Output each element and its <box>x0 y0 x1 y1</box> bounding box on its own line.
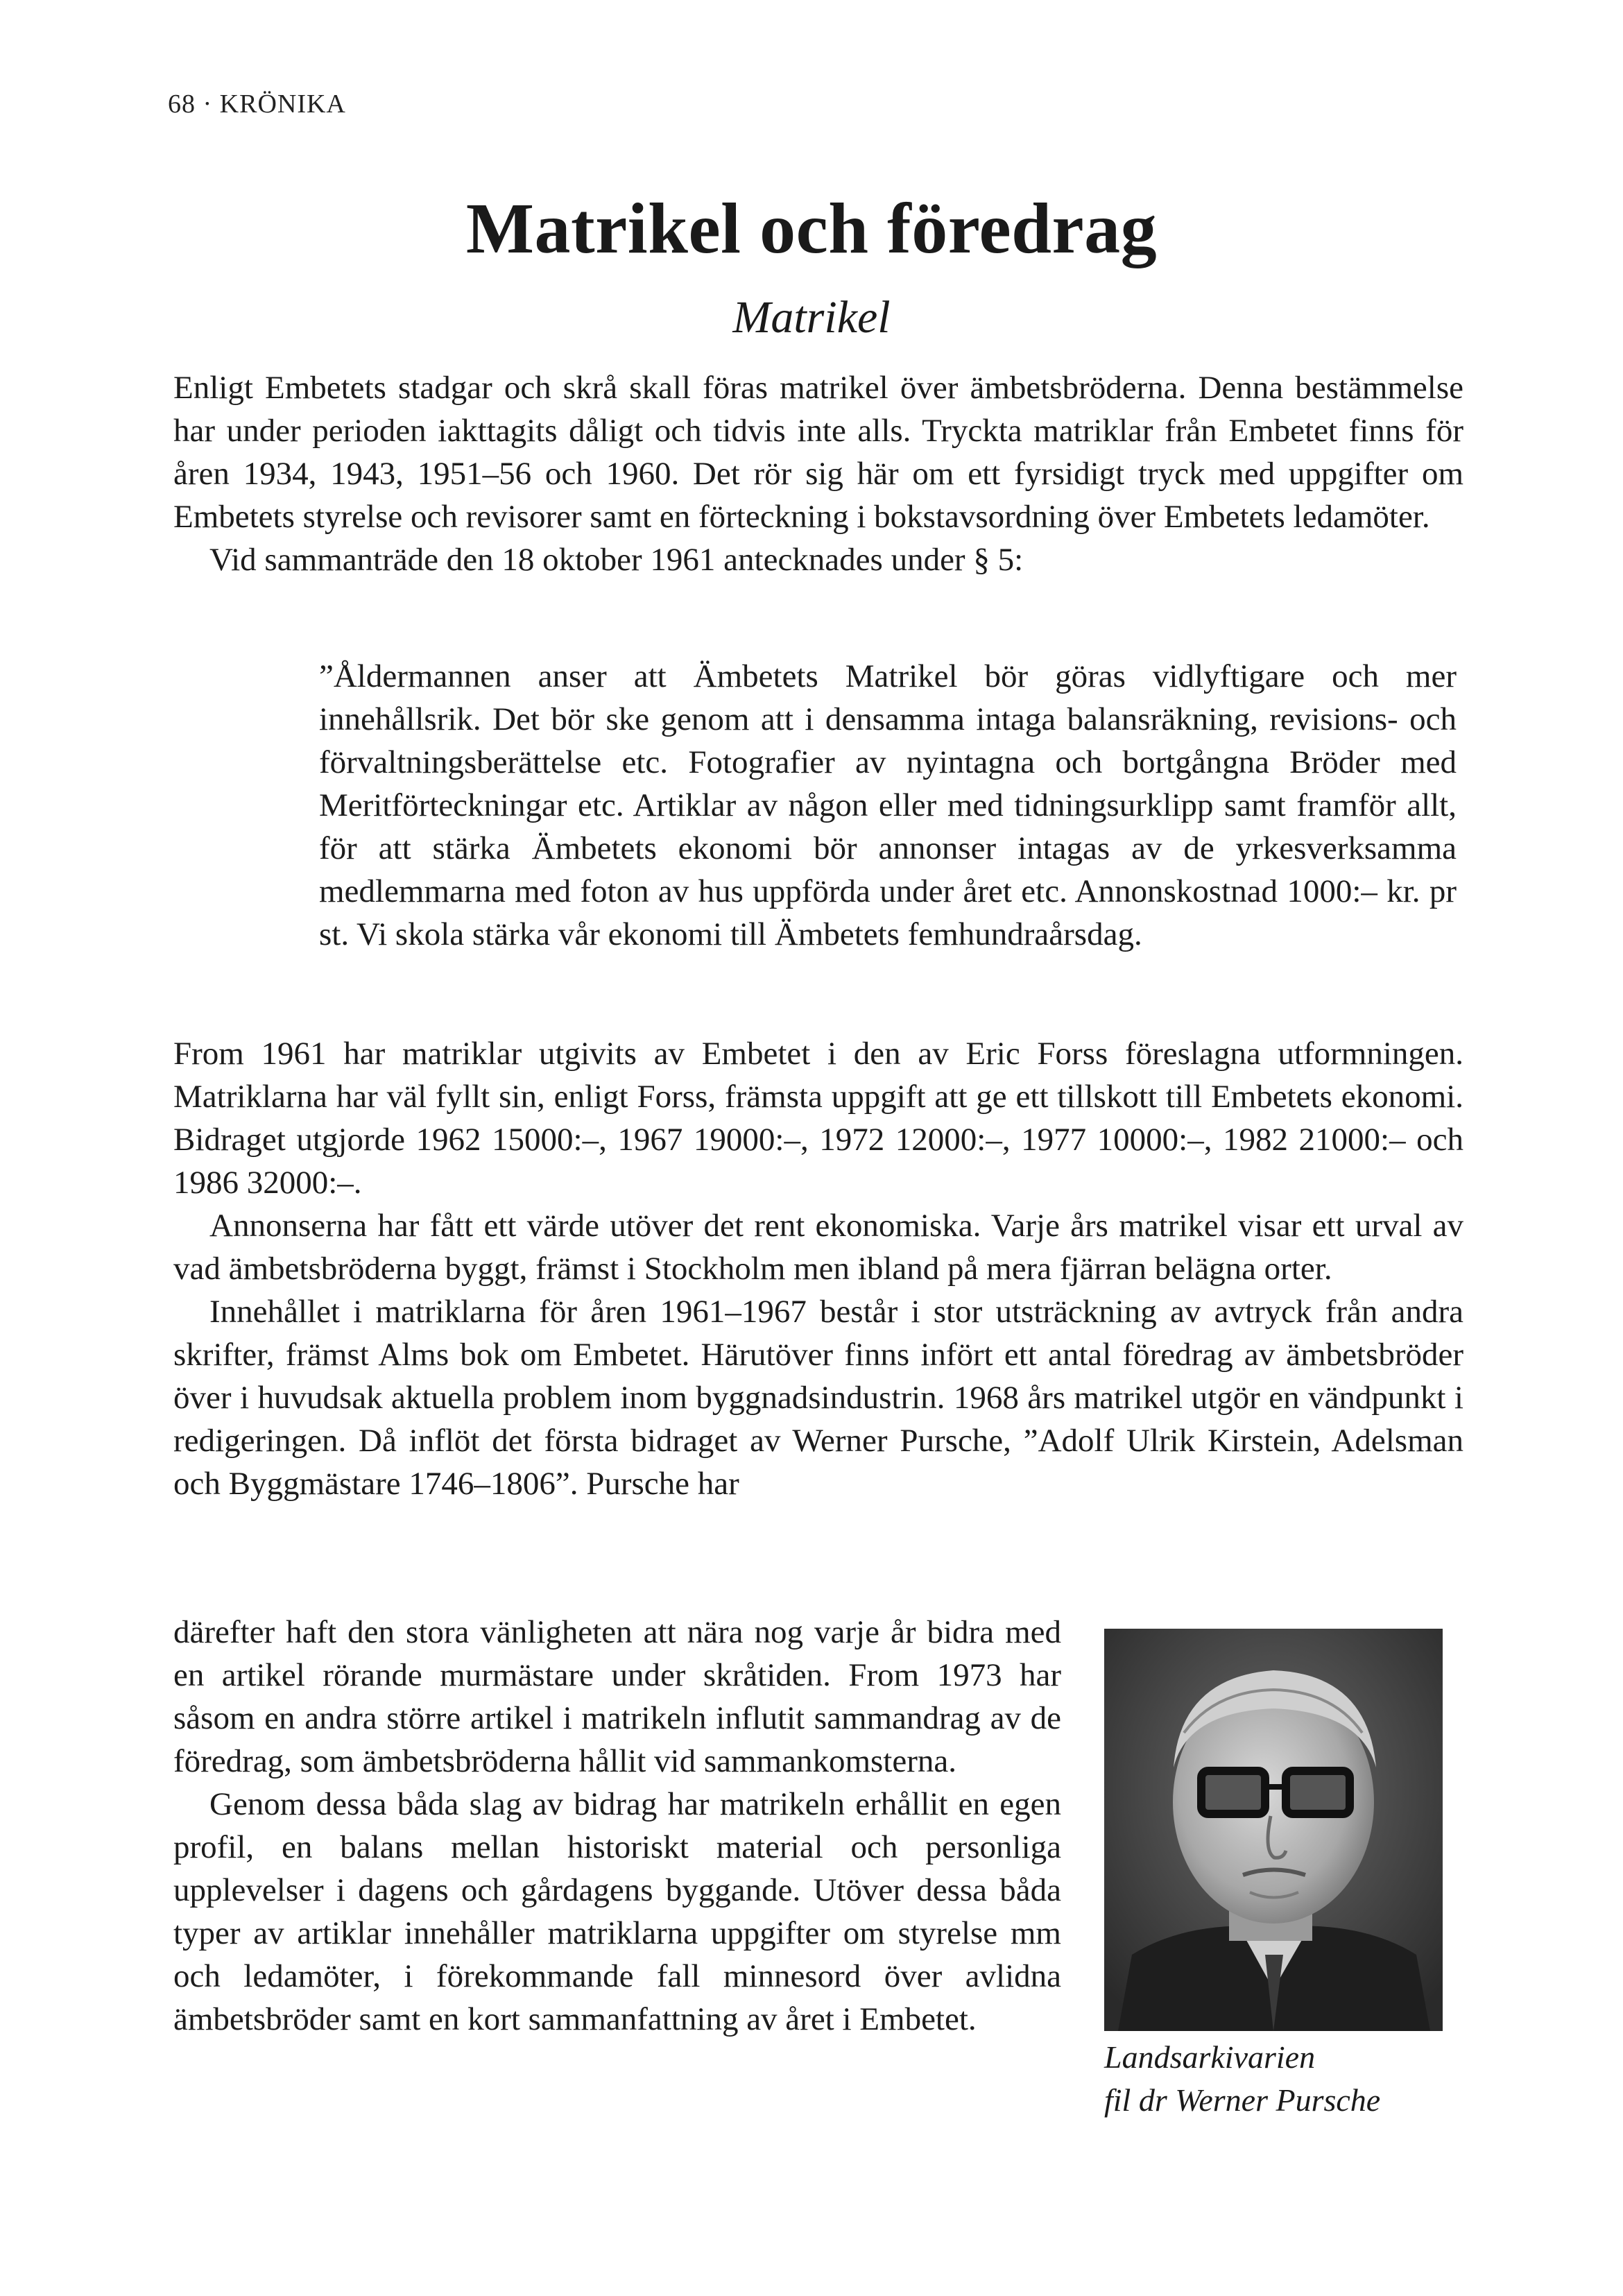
paragraph-from-1961: From 1961 har matriklar utgivits av Embetet i den av Eric Forss föreslagna utformningen. Matriklarna har väl fyllt sin, enligt Forss, främsta uppgift att ge ett tillskott till Embetets ekonomi. Bidraget utgjorde 1962 15000:–, 1967 19000:–, 1972 12000:–, 1977 10000:–, 1982 21000:– och 1986 32000:–. <box>173 1036 1463 1201</box>
quote-text: ”Åldermannen anser att Ämbetets Matrikel bör göras vidlyftigare och mer innehållsrik. Det bör ske genom att i densamma intaga balansräkning, revisions- och förvaltningsberättelse etc. Fotografier av nyintagna och bortgångna Bröder med Meritförteckningar etc. Artiklar av någon eller med tidningsurklipp samt framför allt, för att stärka Ämbetets ekonomi bör annonser intagas av de yrkesverksamma medlemmarna med foton av hus uppförda under året etc. Annonskostnad 1000:– kr. pr st. Vi skola stärka vår ekonomi till Ämbetets femhundraårsdag. <box>319 658 1457 952</box>
paragraph-intro: Enligt Embetets stadgar och skrå skall föras matrikel över ämbetsbröderna. Denna bestämmelse har under perioden iakttagits dåligt och tidvis inte alls. Tryckta matriklar från Embetet finns för åren 1934, 1943, 1951–56 och 1960. Det rör sig här om ett fyrsidigt tryck med uppgifter om Embetets styrelse och revisorer samt en förteckning i bokstavsordning över Embetets ledamöter. <box>173 370 1463 535</box>
wrapped-text-block <box>173 1611 1061 2041</box>
main-text-block <box>173 1032 1463 1505</box>
caption-line-2: fil dr Werner Pursche <box>1104 2082 1381 2118</box>
caption-line-1: Landsarkivarien <box>1104 2039 1316 2075</box>
article-title: Matrikel och föredrag <box>465 189 1158 268</box>
photo-caption <box>1104 2036 1493 2122</box>
section-subtitle: Matrikel <box>732 292 891 343</box>
paragraph-pursche-continued: därefter haft den stora vänligheten att nära nog varje år bidra med en artikel rörande murmästare under skråtiden. From 1973 har såsom en andra större artikel i matrikeln influtit sammandrag av de föredrag, som ämbetsbröderna hållit vid sammankomsterna. <box>173 1614 1061 1779</box>
block-quote <box>319 655 1457 956</box>
running-head: 68 · KRÖNIKA <box>168 89 346 119</box>
paragraph-innehallet: Innehållet i matriklarna för åren 1961–1967 består i stor utsträckning av avtryck från andra skrifter, främst Alms bok om Embetet. Härutöver finns infört ett antal föredrag av ämbetsbröder över i huvudsak aktuella problem inom byggnadsindustrin. 1968 års matrikel utgör en vändpunkt i redigeringen. Då inflöt det första bidraget av Werner Pursche, ”Adolf Ulrik Kirstein, Adelsman och Byggmästare 1746–1806”. Pursche har <box>173 1294 1463 1502</box>
intro-block <box>173 366 1463 581</box>
paragraph-meeting: Vid sammanträde den 18 oktober 1961 antecknades under § 5: <box>209 542 1024 578</box>
paragraph-annonser: Annonserna har fått ett värde utöver det rent ekonomiska. Varje års matrikel visar ett urval av vad ämbetsbröderna byggt, främst i Stockholm men ibland på mera fjärran belägna orter. <box>173 1208 1463 1287</box>
portrait-photo <box>1104 1629 1443 2031</box>
paragraph-genom-dessa: Genom dessa båda slag av bidrag har matrikeln erhållit en egen profil, en balans mellan historiskt material och personliga upplevelser i dagens och gårdagens byggande. Utöver dessa båda typer av artiklar innehåller matriklarna uppgifter om styrelse mm och ledamöter, i förekommande fall minnesord över avlidna ämbetsbröder samt en kort sammanfattning av året i Embetet. <box>173 1786 1061 2037</box>
